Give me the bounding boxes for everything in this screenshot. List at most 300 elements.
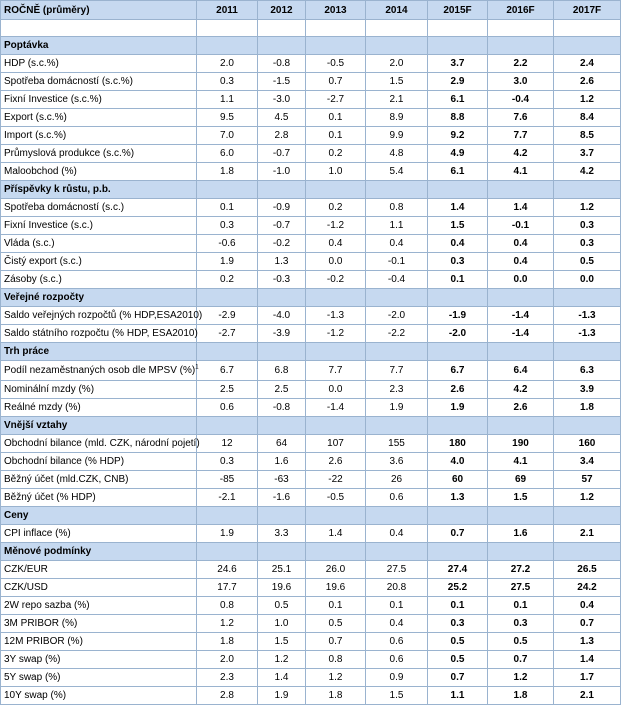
forecast-value: 0.4 (428, 235, 488, 253)
forecast-value: 8.5 (554, 127, 621, 145)
value-cell: 3.6 (366, 453, 428, 471)
value-cell: 1.8 (197, 163, 258, 181)
value-cell: 1.5 (366, 73, 428, 91)
value-cell: 5.4 (366, 163, 428, 181)
forecast-value: 8.8 (428, 109, 488, 127)
value-cell: -1.2 (306, 217, 366, 235)
row-label: 3Y swap (%) (4, 654, 61, 665)
value-cell: 2.5 (258, 381, 306, 399)
table-body (1, 1, 621, 705)
row-label-cell (1, 381, 197, 399)
row-label: Saldo veřejných rozpočtů (% HDP,ESA2010) (4, 310, 203, 321)
row-label-cell (1, 361, 197, 381)
forecast-value: 0.5 (428, 651, 488, 669)
row-label: Podíl nezaměstnaných osob dle MPSV (%) (4, 365, 196, 376)
value-cell: 9.9 (366, 127, 428, 145)
forecast-value: 57 (554, 471, 621, 489)
forecast-value: 24.2 (554, 579, 621, 597)
forecast-value: 0.1 (428, 597, 488, 615)
value-cell: 2.3 (197, 669, 258, 687)
value-cell: -2.0 (366, 307, 428, 325)
value-cell: -0.8 (258, 399, 306, 417)
row-label-cell (1, 597, 197, 615)
forecast-value: 6.3 (554, 361, 621, 381)
row-label-cell (1, 615, 197, 633)
value-cell: -0.7 (258, 217, 306, 235)
value-cell: -4.0 (258, 307, 306, 325)
header-year: 2011 (197, 1, 258, 20)
forecast-value: 0.5 (428, 633, 488, 651)
value-cell: 1.4 (258, 669, 306, 687)
value-cell: -1.6 (258, 489, 306, 507)
row-label-cell (1, 633, 197, 651)
value-cell: -63 (258, 471, 306, 489)
header-year: 2015F (428, 1, 488, 20)
forecast-value: 1.2 (554, 489, 621, 507)
row-label: Obchodní bilance (% HDP) (4, 456, 125, 467)
value-cell: -2.7 (306, 91, 366, 109)
forecast-value: 1.4 (488, 199, 554, 217)
value-cell: 9.5 (197, 109, 258, 127)
row-label-cell (1, 325, 197, 343)
forecast-value: 0.3 (554, 235, 621, 253)
section-title: Poptávka (1, 37, 197, 55)
value-cell: 155 (366, 435, 428, 453)
table-row (1, 163, 621, 181)
table-row (1, 597, 621, 615)
value-cell: 0.2 (197, 271, 258, 289)
table-row (1, 271, 621, 289)
row-label-cell (1, 453, 197, 471)
value-cell: 6.8 (258, 361, 306, 381)
forecast-value: 1.5 (428, 217, 488, 235)
section-header (1, 343, 621, 361)
section-title: Měnové podmínky (1, 543, 197, 561)
value-cell: 1.9 (258, 687, 306, 705)
value-cell: 0.8 (306, 651, 366, 669)
value-cell: 25.1 (258, 561, 306, 579)
value-cell: 0.7 (306, 633, 366, 651)
row-label: Reálné mzdy (%) (4, 402, 81, 413)
table-row (1, 235, 621, 253)
row-label: Průmyslová produkce (s.c.%) (4, 148, 135, 159)
forecast-value: 26.5 (554, 561, 621, 579)
value-cell: 0.6 (197, 399, 258, 417)
value-cell: 0.2 (306, 145, 366, 163)
forecast-value: 0.7 (428, 669, 488, 687)
row-label: Běžný účet (mld.CZK, CNB) (4, 474, 129, 485)
value-cell: 7.7 (306, 361, 366, 381)
forecast-value: 4.9 (428, 145, 488, 163)
row-label-cell (1, 669, 197, 687)
table-row (1, 307, 621, 325)
value-cell: 19.6 (258, 579, 306, 597)
forecast-value: 0.0 (488, 271, 554, 289)
forecast-value: 4.2 (554, 163, 621, 181)
forecast-value: 1.4 (554, 651, 621, 669)
value-cell: 1.1 (197, 91, 258, 109)
forecast-value: 1.2 (488, 669, 554, 687)
row-label: Saldo státního rozpočtu (% HDP, ESA2010) (4, 328, 198, 339)
row-label: CZK/EUR (4, 564, 48, 575)
value-cell: 0.1 (197, 199, 258, 217)
forecast-value: 27.2 (488, 561, 554, 579)
value-cell: -2.9 (197, 307, 258, 325)
row-label: 2W repo sazba (%) (4, 600, 90, 611)
forecast-value: 4.1 (488, 453, 554, 471)
row-label-cell (1, 399, 197, 417)
value-cell: 2.1 (366, 91, 428, 109)
value-cell: 107 (306, 435, 366, 453)
row-label-cell (1, 199, 197, 217)
row-label-cell (1, 235, 197, 253)
forecast-value: 9.2 (428, 127, 488, 145)
row-label-cell (1, 435, 200, 453)
section-title: Vnější vztahy (1, 417, 197, 435)
value-cell: -0.2 (258, 235, 306, 253)
forecast-value: -0.1 (488, 217, 554, 235)
forecast-value: 1.3 (428, 489, 488, 507)
table-row (1, 361, 621, 381)
value-cell: -1.2 (306, 325, 366, 343)
value-cell: -0.2 (306, 271, 366, 289)
table-row (1, 55, 621, 73)
header-year: 2016F (488, 1, 554, 20)
value-cell: 0.3 (197, 453, 258, 471)
forecast-value: 3.4 (554, 453, 621, 471)
forecast-value: 1.1 (428, 687, 488, 705)
value-cell: 1.9 (366, 399, 428, 417)
value-cell: 3.3 (258, 525, 306, 543)
forecast-value: 6.1 (428, 163, 488, 181)
value-cell: 1.1 (366, 217, 428, 235)
table-row (1, 145, 621, 163)
row-label: HDP (s.c.%) (4, 58, 59, 69)
forecast-value: 0.7 (428, 525, 488, 543)
forecast-value: 0.3 (488, 615, 554, 633)
row-label: Běžný účet (% HDP) (4, 492, 96, 503)
blank-row (1, 20, 621, 37)
section-title: Příspěvky k růstu, p.b. (1, 181, 197, 199)
forecast-value: -1.3 (554, 307, 621, 325)
value-cell: -0.7 (258, 145, 306, 163)
value-cell: 24.6 (197, 561, 258, 579)
forecast-value: 2.6 (488, 399, 554, 417)
row-label-cell (1, 561, 197, 579)
forecast-value: 3.0 (488, 73, 554, 91)
table-row (1, 453, 621, 471)
section-header (1, 289, 621, 307)
row-label: Export (s.c.%) (4, 112, 67, 123)
value-cell: 1.6 (258, 453, 306, 471)
row-label: Vláda (s.c.) (4, 238, 55, 249)
forecast-value: -1.9 (428, 307, 488, 325)
forecast-value: 2.6 (428, 381, 488, 399)
value-cell: -85 (197, 471, 258, 489)
forecast-value: 4.0 (428, 453, 488, 471)
value-cell: 0.7 (306, 73, 366, 91)
forecast-value: 190 (488, 435, 554, 453)
value-cell: 4.5 (258, 109, 306, 127)
value-cell: 7.7 (366, 361, 428, 381)
row-label: Obchodní bilance (mld. CZK, národní pojetí) (4, 438, 200, 449)
forecast-value: 0.3 (554, 217, 621, 235)
forecast-value: 2.9 (428, 73, 488, 91)
value-cell: -0.9 (258, 199, 306, 217)
table-row (1, 525, 621, 543)
table-row (1, 127, 621, 145)
value-cell: -22 (306, 471, 366, 489)
table-row (1, 381, 621, 399)
value-cell: 1.0 (306, 163, 366, 181)
value-cell: -1.4 (306, 399, 366, 417)
forecast-value: 7.6 (488, 109, 554, 127)
forecast-value: 1.6 (488, 525, 554, 543)
value-cell: 1.4 (306, 525, 366, 543)
value-cell: 20.8 (366, 579, 428, 597)
table-row (1, 471, 621, 489)
value-cell: 0.8 (366, 199, 428, 217)
forecast-value: 0.4 (488, 235, 554, 253)
forecast-value: 0.7 (554, 615, 621, 633)
section-header (1, 181, 621, 199)
forecast-value: 27.5 (488, 579, 554, 597)
forecast-value: 6.1 (428, 91, 488, 109)
value-cell: 2.3 (366, 381, 428, 399)
value-cell: -0.5 (306, 489, 366, 507)
value-cell: 0.3 (197, 217, 258, 235)
table-row (1, 109, 621, 127)
value-cell: 0.0 (306, 253, 366, 271)
forecast-value: 1.8 (488, 687, 554, 705)
row-label-cell (1, 271, 197, 289)
row-label-cell (1, 217, 197, 235)
row-label: Nominální mzdy (%) (4, 384, 95, 395)
value-cell: 2.8 (258, 127, 306, 145)
forecast-value: 3.7 (554, 145, 621, 163)
forecast-value: 1.4 (428, 199, 488, 217)
value-cell: 2.0 (197, 55, 258, 73)
value-cell: 1.2 (197, 615, 258, 633)
row-label-cell (1, 579, 197, 597)
forecast-value: 0.3 (428, 253, 488, 271)
row-label-cell (1, 55, 197, 73)
value-cell: 0.3 (197, 73, 258, 91)
value-cell: 0.5 (306, 615, 366, 633)
value-cell: 1.8 (197, 633, 258, 651)
value-cell: 19.6 (306, 579, 366, 597)
forecast-value: 27.4 (428, 561, 488, 579)
value-cell: 2.5 (197, 381, 258, 399)
value-cell: 1.3 (258, 253, 306, 271)
value-cell: 0.1 (306, 127, 366, 145)
table-row (1, 651, 621, 669)
row-label: 3M PRIBOR (%) (4, 618, 78, 629)
value-cell: 0.1 (306, 597, 366, 615)
row-label: Čistý export (s.c.) (4, 256, 82, 267)
table-row (1, 633, 621, 651)
forecast-value: -2.0 (428, 325, 488, 343)
table-row (1, 669, 621, 687)
forecast-value: -1.4 (488, 325, 554, 343)
value-cell: 17.7 (197, 579, 258, 597)
value-cell: 1.5 (366, 687, 428, 705)
value-cell: -0.8 (258, 55, 306, 73)
value-cell: 0.2 (306, 199, 366, 217)
forecast-value: 0.7 (488, 651, 554, 669)
value-cell: -0.4 (366, 271, 428, 289)
forecast-value: 2.2 (488, 55, 554, 73)
section-title: Trh práce (1, 343, 197, 361)
table-row (1, 615, 621, 633)
value-cell: 2.0 (197, 651, 258, 669)
table-row (1, 253, 621, 271)
value-cell: -3.0 (258, 91, 306, 109)
forecast-value: 180 (428, 435, 488, 453)
value-cell: 64 (258, 435, 306, 453)
forecast-value: -1.4 (488, 307, 554, 325)
value-cell: 1.9 (197, 525, 258, 543)
header-year: 2013 (306, 1, 366, 20)
value-cell: 0.6 (366, 633, 428, 651)
value-cell: 0.4 (366, 235, 428, 253)
value-cell: 0.0 (306, 381, 366, 399)
value-cell: 7.0 (197, 127, 258, 145)
forecast-value: 1.8 (554, 399, 621, 417)
section-title: Ceny (1, 507, 197, 525)
value-cell: 0.5 (258, 597, 306, 615)
value-cell: -0.6 (197, 235, 258, 253)
row-label-cell (1, 91, 197, 109)
row-label: Fixní Investice (s.c.%) (4, 94, 102, 105)
forecast-value: 1.2 (554, 91, 621, 109)
forecast-value: 60 (428, 471, 488, 489)
row-label-cell (1, 687, 197, 705)
row-label: Import (s.c.%) (4, 130, 67, 141)
footnote-marker: 1 (195, 364, 199, 371)
table-row (1, 687, 621, 705)
value-cell: 0.4 (366, 615, 428, 633)
value-cell: 0.4 (306, 235, 366, 253)
value-cell: 1.9 (197, 253, 258, 271)
row-label: Fixní Investice (s.c.) (4, 220, 93, 231)
value-cell: 6.0 (197, 145, 258, 163)
forecast-value: 3.9 (554, 381, 621, 399)
forecast-value: 7.7 (488, 127, 554, 145)
table-row (1, 73, 621, 91)
row-label: CPI inflace (%) (4, 528, 71, 539)
value-cell: 2.0 (366, 55, 428, 73)
forecast-value: -0.4 (488, 91, 554, 109)
table-row (1, 199, 621, 217)
section-title: Veřejné rozpočty (1, 289, 197, 307)
table-row (1, 435, 621, 453)
row-label-cell (1, 525, 197, 543)
forecast-value: 4.1 (488, 163, 554, 181)
forecast-value: -1.3 (554, 325, 621, 343)
forecast-value: 0.1 (488, 597, 554, 615)
value-cell: -3.9 (258, 325, 306, 343)
table-row (1, 399, 621, 417)
row-label-cell (1, 73, 197, 91)
forecast-value: 2.4 (554, 55, 621, 73)
row-label-cell (1, 651, 197, 669)
value-cell: 0.6 (366, 651, 428, 669)
section-header (1, 417, 621, 435)
forecast-value: 1.9 (428, 399, 488, 417)
forecast-value: 0.0 (554, 271, 621, 289)
value-cell: 12 (197, 435, 258, 453)
value-cell: -0.5 (306, 55, 366, 73)
value-cell: 2.6 (306, 453, 366, 471)
forecast-value: 3.7 (428, 55, 488, 73)
value-cell: -1.0 (258, 163, 306, 181)
forecast-value: 6.7 (428, 361, 488, 381)
row-label: 5Y swap (%) (4, 672, 61, 683)
header-year: 2014 (366, 1, 428, 20)
forecast-value: 4.2 (488, 381, 554, 399)
row-label: 12M PRIBOR (%) (4, 636, 83, 647)
section-header (1, 37, 621, 55)
forecast-value: 25.2 (428, 579, 488, 597)
forecast-value: 8.4 (554, 109, 621, 127)
header-row (1, 1, 621, 20)
row-label: Spotřeba domácností (s.c.%) (4, 76, 133, 87)
value-cell: 27.5 (366, 561, 428, 579)
value-cell: 26 (366, 471, 428, 489)
value-cell: -2.1 (197, 489, 258, 507)
forecast-value: 0.4 (488, 253, 554, 271)
value-cell: -1.5 (258, 73, 306, 91)
row-label-cell (1, 163, 197, 181)
forecast-value: 1.3 (554, 633, 621, 651)
value-cell: 0.8 (197, 597, 258, 615)
forecast-value: 69 (488, 471, 554, 489)
value-cell: -0.3 (258, 271, 306, 289)
forecast-value: 0.5 (488, 633, 554, 651)
table-row (1, 217, 621, 235)
row-label-cell (1, 489, 197, 507)
value-cell: -1.3 (306, 307, 366, 325)
value-cell: 6.7 (197, 361, 258, 381)
forecast-value: 6.4 (488, 361, 554, 381)
forecast-value: 2.1 (554, 525, 621, 543)
forecast-value: 1.2 (554, 199, 621, 217)
header-label: ROČNĚ (průměry) (1, 1, 197, 20)
row-label-cell (1, 109, 197, 127)
value-cell: 8.9 (366, 109, 428, 127)
row-label-cell (1, 127, 197, 145)
forecast-value: 0.4 (554, 597, 621, 615)
forecast-value: 0.3 (428, 615, 488, 633)
value-cell: -0.1 (366, 253, 428, 271)
value-cell: 0.6 (366, 489, 428, 507)
forecast-value: 4.2 (488, 145, 554, 163)
value-cell: 26.0 (306, 561, 366, 579)
table-row (1, 91, 621, 109)
value-cell: 0.9 (366, 669, 428, 687)
forecast-value: 1.5 (488, 489, 554, 507)
row-label: Zásoby (s.c.) (4, 274, 62, 285)
value-cell: 1.0 (258, 615, 306, 633)
forecast-value: 160 (554, 435, 621, 453)
value-cell: 1.5 (258, 633, 306, 651)
table-row (1, 325, 621, 343)
forecast-value: 2.1 (554, 687, 621, 705)
value-cell: -2.7 (197, 325, 258, 343)
forecast-value: 2.6 (554, 73, 621, 91)
table-row (1, 561, 621, 579)
